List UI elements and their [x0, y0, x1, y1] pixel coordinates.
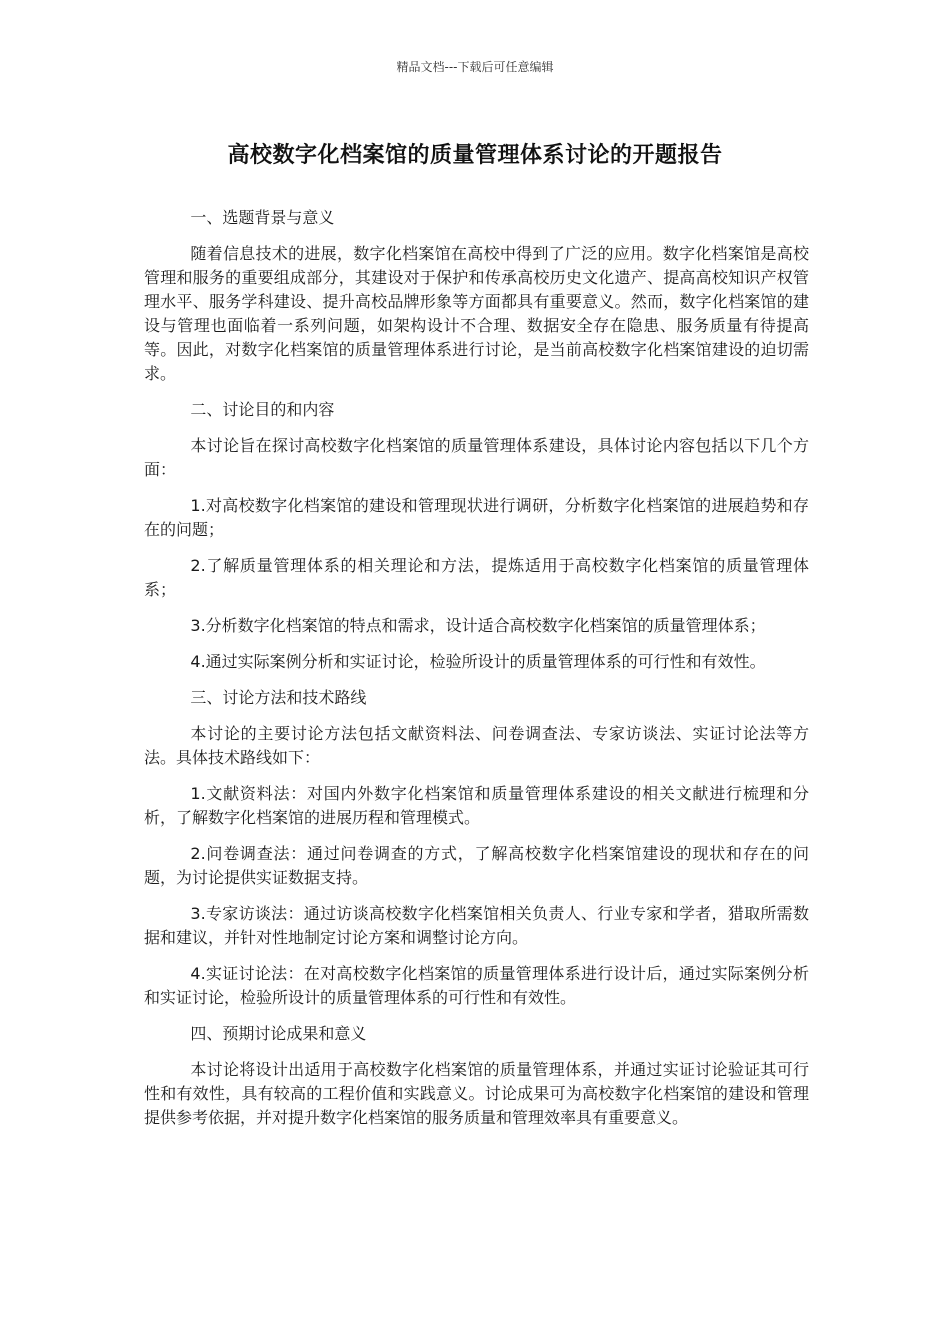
paragraph: 本讨论将设计出适用于高校数字化档案馆的质量管理体系，并通过实证讨论验证其可行性和有效性，具有较高的工程价值和实践意义。讨论成果可为高校数字化档案馆的建设和管理提供参考依据，并对提升数字化档案馆的服务质量和管理效率具有重要意义。 [144, 1060, 809, 1127]
section-heading-3: 三、讨论方法和技术路线 [190, 688, 367, 707]
list-item: 2.了解质量管理体系的相关理论和方法，提炼适用于高校数字化档案馆的质量管理体系； [144, 556, 809, 599]
list-item: 3.专家访谈法：通过访谈高校数字化档案馆相关负责人、行业专家和学者，猎取所需数据和建议，并针对性地制定讨论方案和调整讨论方向。 [144, 904, 809, 947]
page-header: 精品文档---下载后可任意编辑 [396, 60, 554, 74]
list-item: 1.文献资料法：对国内外数字化档案馆和质量管理体系建设的相关文献进行梳理和分析，了解数字化档案馆的进展历程和管理模式。 [144, 784, 809, 827]
section-heading-2: 二、讨论目的和内容 [190, 400, 335, 419]
paragraph: 本讨论的主要讨论方法包括文献资料法、问卷调查法、专家访谈法、实证讨论法等方法。具体技术路线如下： [144, 724, 809, 767]
list-item: 4.通过实际案例分析和实证讨论，检验所设计的质量管理体系的可行性和有效性。 [190, 652, 766, 671]
section-heading-1: 一、选题背景与意义 [190, 208, 335, 227]
list-item: 3.分析数字化档案馆的特点和需求，设计适合高校数字化档案馆的质量管理体系； [190, 616, 766, 635]
list-item: 1.对高校数字化档案馆的建设和管理现状进行调研，分析数字化档案馆的进展趋势和存在的问题； [144, 496, 809, 539]
document-title: 高校数字化档案馆的质量管理体系讨论的开题报告 [227, 143, 723, 168]
paragraph: 本讨论旨在探讨高校数字化档案馆的质量管理体系建设，具体讨论内容包括以下几个方面： [144, 436, 809, 479]
section-heading-4: 四、预期讨论成果和意义 [190, 1024, 367, 1043]
document-body [144, 206, 809, 1142]
list-item: 4.实证讨论法：在对高校数字化档案馆的质量管理体系进行设计后，通过实际案例分析和实证讨论，检验所设计的质量管理体系的可行性和有效性。 [144, 964, 809, 1007]
list-item: 2.问卷调查法：通过问卷调查的方式，了解高校数字化档案馆建设的现状和存在的问题，为讨论提供实证数据支持。 [144, 844, 809, 887]
paragraph: 随着信息技术的进展，数字化档案馆在高校中得到了广泛的应用。数字化档案馆是高校管理和服务的重要组成部分，其建设对于保护和传承高校历史文化遗产、提高高校知识产权管理水平、服务学科建设、提升高校品牌形象等方面都具有重要意义。然而，数字化档案馆的建设与管理也面临着一系列问题，如架构设计不合理、数据安全存在隐患、服务质量有待提高等。因此，对数字化档案馆的质量管理体系进行讨论，是当前高校数字化档案馆建设的迫切需求。 [144, 244, 809, 383]
